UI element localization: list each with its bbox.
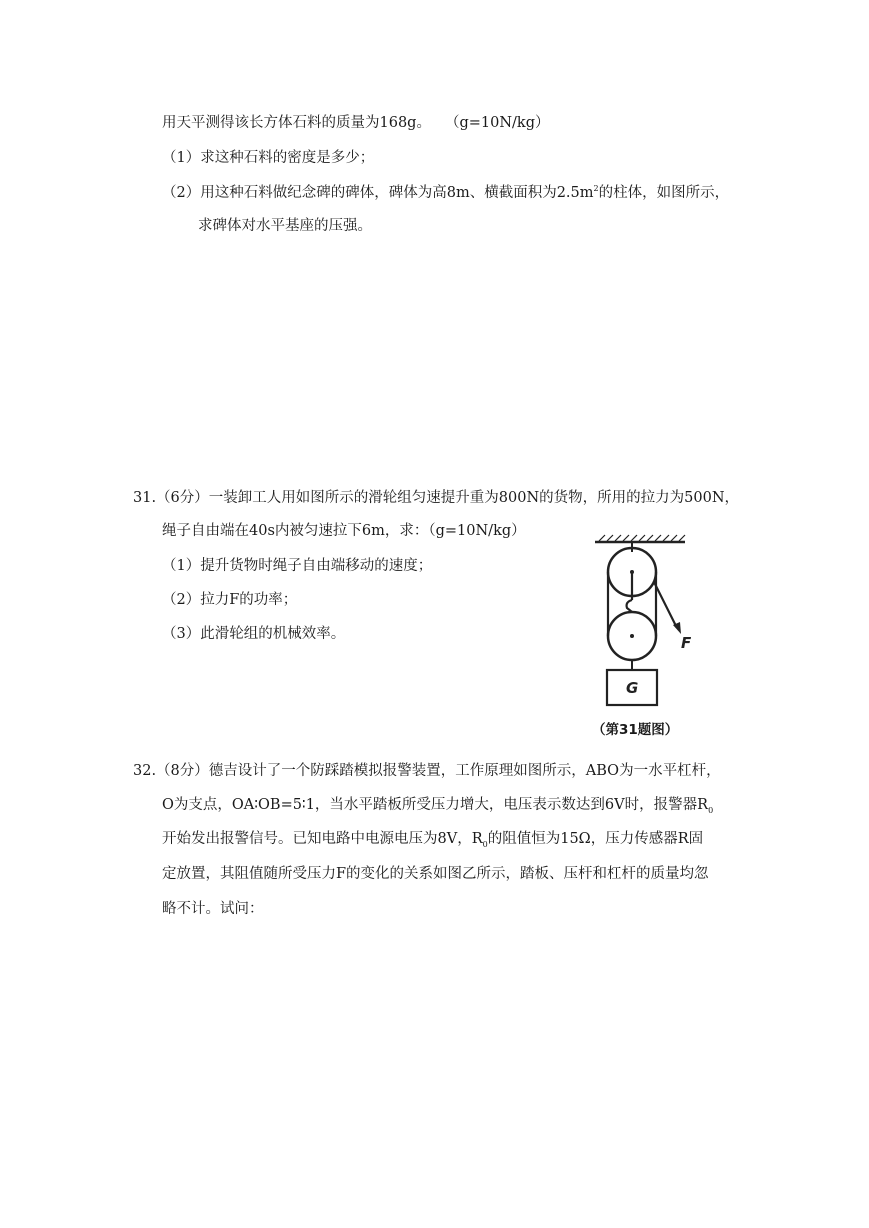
q30-subquestion-2	[162, 183, 729, 203]
q30-sub2-superscript: 2	[593, 184, 599, 194]
q30-subquestion-1: （1）求这种石料的密度是多少；	[162, 150, 375, 166]
q30-given-g: （g=10N/kg）	[444, 115, 550, 131]
q32-line2	[162, 795, 713, 815]
q32-line3-text-b: 的阻值恒为15Ω，压力传感器R固	[487, 831, 704, 847]
q30-subquestion-2-continued: 求碑体对水平基座的压强。	[198, 218, 372, 234]
q32-line4: 定放置，其阻值随所受压力F的变化的关系如图乙所示，踏板、压杆和杠杆的质量均忽	[162, 866, 709, 882]
q30-sub2-text-b: 的柱体，如图所示，	[598, 185, 730, 201]
q30-line1	[162, 113, 550, 133]
pulley-system-figure	[585, 530, 705, 715]
q32-line3-subscript: 0	[482, 839, 488, 849]
q31-line2: 绳子自由端在40s内被匀速拉下6m，求：（g=10N/kg）	[162, 523, 526, 539]
q30-sub2-text-a: （2）用这种石料做纪念碑的碑体，碑体为高8m、横截面积为2.5m	[162, 185, 594, 201]
q30-line1-text: 用天平测得该长方体石料的质量为168g。	[162, 115, 431, 131]
q32-line1: 32.（8分）德吉设计了一个防踩踏模拟报警装置，工作原理如图所示，ABO为一水平杠杆，	[133, 763, 721, 779]
q32-line5: 略不计。试问：	[162, 901, 264, 917]
q32-line3	[162, 829, 703, 849]
weight-label: G	[626, 679, 639, 697]
q31-subquestion-3: （3）此滑轮组的机械效率。	[162, 626, 346, 642]
q32-line3-text-a: 开始发出报警信号。已知电路中电源电压为8V，R	[162, 831, 483, 847]
q32-line2-subscript: 0	[708, 805, 714, 815]
q31-subquestion-1: （1）提升货物时绳子自由端移动的速度；	[162, 558, 433, 574]
q31-line1: 31.（6分）一装卸工人用如图所示的滑轮组匀速提升重为800N的货物，所用的拉力为500N，	[133, 490, 740, 506]
q32-line2-text: O为支点，OA∶OB=5∶1，当水平踏板所受压力增大，电压表示数达到6V时，报警器R	[162, 797, 709, 813]
movable-pulley-axle	[630, 634, 634, 638]
q31-subquestion-2: （2）拉力F的功率；	[162, 592, 298, 608]
ceiling-support	[595, 535, 685, 542]
rope	[608, 572, 676, 636]
force-label: F	[681, 634, 692, 652]
figure-caption: （第31题图）	[592, 722, 679, 738]
